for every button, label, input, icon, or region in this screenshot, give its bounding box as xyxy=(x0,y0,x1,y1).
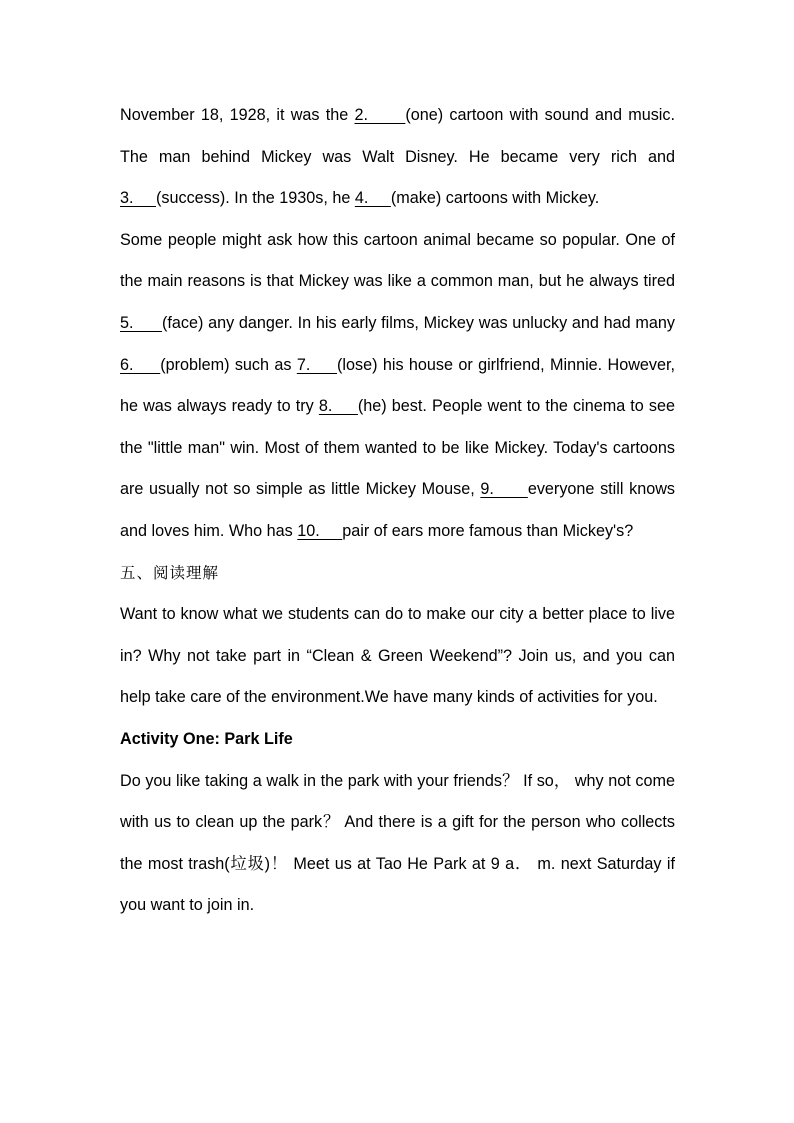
text-segment: (face) any danger. In his early films, Mickey was unlucky and had many xyxy=(161,313,675,332)
blank-6: 6. xyxy=(120,355,161,374)
text-segment: November 18, 1928, it was the xyxy=(120,106,355,124)
text-segment: (he) best. People went to the cinema to see the "little man" win. Most of them wanted to be like Mickey. Today's cartoons are usually not so simple as little Mickey Mouse, xyxy=(120,397,675,499)
text-segment: (problem) such as xyxy=(160,355,297,374)
document-page xyxy=(120,95,675,927)
blank-9: 9. xyxy=(480,480,528,499)
cloze-paragraph-2 xyxy=(120,220,675,553)
section-title: 五、阅读理解 xyxy=(120,563,220,582)
text-segment: (success). In the 1930s, he xyxy=(156,189,355,208)
text-segment: pair of ears more famous than Mickey's? xyxy=(342,521,634,540)
text-segment: Some people might ask how this cartoon animal became so popular. One of the main reasons is that Mickey was like a common man, but he always tired xyxy=(120,230,675,291)
text-segment: (make) cartoons with Mickey. xyxy=(390,189,600,208)
cloze-paragraph-1 xyxy=(120,95,675,220)
text-segment: everyone still knows and loves him. Who has xyxy=(120,480,675,540)
blank-3: 3. xyxy=(120,189,156,208)
text-segment: (lose) his house or girlfriend, Minnie. However, he was always ready to try xyxy=(120,355,675,416)
reading-intro-paragraph: Want to know what we students can do to make our city a better place to live in? Why not take part in “Clean & Green Weekend”? Join us, and you can help take care of the environment.We have many kinds of activities for you. xyxy=(120,605,675,707)
blank-8: 8. xyxy=(318,397,358,416)
blank-4: 4. xyxy=(354,189,391,208)
blank-10: 10. xyxy=(297,521,343,540)
blank-5: 5. xyxy=(120,313,162,332)
blank-2: 2. xyxy=(354,106,406,124)
blank-7: 7. xyxy=(296,355,338,374)
activity-one-paragraph: Do you like taking a walk in the park with your friends？ If so， why not come with us to clean up the park？ And there is a gift for the person who collects the most trash(垃圾)！ Meet us at Tao He Park at 9 a． m. next Saturday if you want to join in. xyxy=(120,771,675,915)
text-segment: (one) cartoon with sound and music. The man behind Mickey was Walt Disney. He became very rich and xyxy=(120,106,675,166)
activity-one-heading: Activity One: Park Life xyxy=(120,729,293,748)
